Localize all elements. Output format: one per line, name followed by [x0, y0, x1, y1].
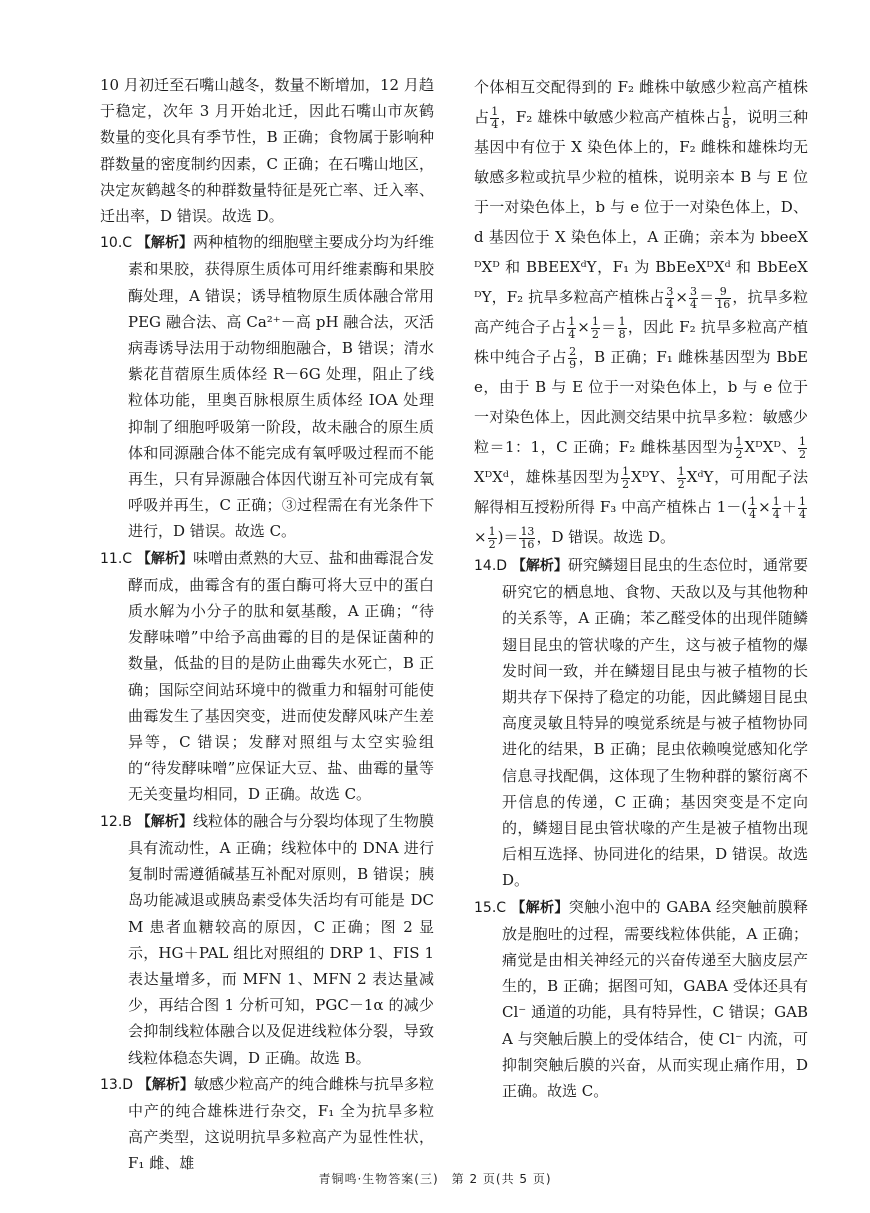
fraction [689, 286, 698, 311]
answer-13-continued [474, 72, 808, 552]
text-run: XᵈY，可用配子法解得相互授粉所得 F₃ 中高产植株占 1－( [474, 468, 808, 516]
text-run: ＋ [781, 498, 797, 516]
numerator: 1 [491, 104, 499, 118]
numerator: 1 [488, 524, 496, 538]
text-run: × [577, 318, 590, 336]
fraction [519, 526, 535, 551]
text-run: ＝ [698, 288, 715, 306]
answer-text: 线粒体的融合与分裂均体现了生物膜具有流动性，A 正确；线粒体中的 DNA 进行复制时需遵循碱基互补配对原则，B 错误；胰岛功能减退或胰岛素受体失活均有可能是 DCM 患者血糖较高的原因，C 正确；图 2 显示，HG＋PAL 组比对照组的 DRP 1、FIS 1 表达量增多，而 MFN 1、MFN 2 表达量减少，再结合图 1 分析可知，PGC－1α 的减少会抑制线粒体融合以及促进线粒体分裂，导致线粒体稳态失调，D 正确。故选 B。 [128, 811, 434, 1067]
denominator: 8 [722, 117, 730, 131]
numerator: 1 [618, 314, 626, 328]
text-run: XᴰXᵈ，雄株基因型为 [474, 468, 621, 486]
answer-number: 14.D [474, 558, 508, 574]
numerator: 9 [715, 286, 731, 299]
answer-text: 研究鳞翅目昆虫的生态位时，通常要研究它的栖息地、食物、天敌以及与其他物种的关系等，A 正确；苯乙醛受体的出现伴随鳞翅目昆虫的管状喙的产生，这与被子植物的爆发时间一致，并在鳞翅目昆虫与被子植物的长期共存下保持了稳定的功能，因此鳞翅目昆虫高度灵敏且特异的嗅觉系统是与被子植物协同进化的结果，B 正确；昆虫依赖嗅觉感知化学信息寻找配偶，这体现了生物种群的繁衍离不开信息的传递，C 正确；基因突变是不定向的，鳞翅目昆虫管状喙的产生是被子植物出现后相互选择、协同进化的结果，D 错误。故选 D。 [502, 556, 808, 890]
text-run: XᴰY、 [631, 468, 676, 486]
answer-number: 12.B [100, 813, 132, 830]
denominator: 2 [488, 537, 496, 551]
numerator: 1 [749, 494, 757, 508]
denominator: 4 [772, 507, 780, 521]
denominator: 9 [569, 357, 577, 371]
text-run: ，F₂ 雄株中敏感少粒高产植株占 [500, 108, 721, 126]
answer-text: 两种植物的细胞壁主要成分均为纤维素和果胶，获得原生质体可用纤维素酶和果胶酶处理，A 错误；诱导植物原生质体融合常用 PEG 融合法、高 Ca²⁺－高 pH 融合法，灭活病毒诱导法用于动物细胞融合，B 错误；清水紫花苜蓿原生质体经 R－6G 处理，阻止了线粒体功能，里奥百脉根原生质体经 IOA 处理抑制了细胞呼吸第一阶段，故未融合的原生质体和同源融合体不能完成有氧呼吸过程而不能再生，只有异源融合体因代谢互补可完成有氧呼吸并再生，C 正确；③过程需在有光条件下进行，D 错误。故选 C。 [128, 233, 434, 541]
answer-number: 15.C [474, 899, 507, 916]
answer-number: 13.D [100, 1076, 134, 1093]
answer-text: 味噌由煮熟的大豆、盐和曲霉混合发酵而成，曲霉含有的蛋白酶可将大豆中的蛋白质水解为小分子的肽和氨基酸，A 正确；“待发酵味噌”中给予高曲霉的目的是保证菌种的数量，低盐的目的是防止曲霉失水死亡，B 正确；国际空间站环境中的微重力和辐射可能使曲霉发生了基因突变，进而使发酵风味产生差异等，C 错误；发酵对照组与太空实验组的“待发酵味噌”应保证大豆、盐、曲霉的量等无关变量均相同，D 正确。故选 C。 [128, 548, 434, 804]
text-run: ，说明三种基因中有位于 X 染色体上的，F₂ 雌株和雄株均无敏感多粒或抗旱少粒的植株，说明亲本 B 与 E 位于一对染色体上，b 与 e 位于一对染色体上，D、d 基因位于 X 染色体上，A 正确；亲本为 bbeeXᴰXᴰ 和 BBEEXᵈY，F₁ 为 BbEeXᴰXᵈ 和 BbEeXᴰY，F₂ 抗旱多粒高产植株占 [474, 108, 808, 306]
text-run: ＝ [600, 318, 617, 336]
answer-text: 突触小泡中的 GABA 经突触前膜释放是胞吐的过程，需要线粒体供能，A 正确；痛觉是由相关神经元的兴奋传递至大脑皮层产生的，B 正确；据图可知，GABA 受体还具有 Cl⁻ 通道的功能，具有特异性，C 错误；GABA 与突触后膜上的受体结合，使 Cl⁻ 内流，可抑制突触后膜的兴奋，从而实现止痛作用，D 正确。故选 C。 [502, 897, 808, 1101]
analysis-tag: 【解析】 [511, 558, 568, 574]
fraction [568, 346, 577, 371]
fraction [621, 466, 630, 491]
text-run: × [758, 498, 771, 516]
answer-14 [474, 552, 808, 894]
text-run: ，D 错误。故选 D。 [536, 528, 676, 546]
answer-12 [100, 808, 434, 1071]
fraction [618, 316, 627, 341]
answer-15 [474, 894, 808, 1105]
answer-11 [100, 545, 434, 808]
text-run: ，抗旱多粒高产纯合子占 [474, 288, 808, 336]
denominator: 8 [618, 327, 626, 341]
numerator: 1 [568, 314, 576, 328]
analysis-tag: 【解析】 [136, 235, 194, 252]
analysis-tag: 【解析】 [137, 1076, 194, 1093]
text-run: × [474, 528, 487, 546]
numerator: 1 [677, 464, 685, 478]
fraction [591, 316, 600, 341]
fraction [722, 106, 731, 131]
numerator: 3 [666, 284, 674, 298]
denominator: 4 [568, 327, 576, 341]
text-run: )＝ [497, 528, 519, 546]
numerator: 1 [772, 494, 780, 508]
analysis-tag: 【解析】 [136, 813, 193, 830]
text-run: XᴰXᴰ、 [744, 438, 797, 456]
answer-number: 11.C [100, 550, 133, 567]
fraction [677, 466, 686, 491]
text-run: 个体相互交配得到的 F₂ 雌株中敏感少粒高产植株占 [474, 78, 808, 126]
denominator: 4 [689, 297, 697, 311]
numerator: 1 [722, 104, 730, 118]
denominator: 4 [666, 297, 674, 311]
fraction [567, 316, 576, 341]
fraction [715, 286, 731, 311]
denominator: 2 [622, 477, 630, 491]
right-column [474, 72, 808, 1104]
left-column [100, 72, 434, 1177]
page-footer: 青铜鸣·生物答案(三) 第 2 页(共 5 页) [318, 1172, 552, 1186]
intro-paragraph: 10 月初迁至石嘴山越冬，数量不断增加，12 月趋于稳定，次年 3 月开始北迁，因此石嘴山市灰鹤数量的变化具有季节性，B 正确；食物属于影响种群数量的密度制约因素，C 正确；在石嘴山地区，决定灰鹤越冬的种群数量特征是死亡率、迁入率、迁出率，D 错误。故选 D。 [100, 76, 434, 226]
fraction [798, 436, 807, 461]
denominator: 2 [591, 327, 599, 341]
fraction [772, 496, 781, 521]
answer-number: 10.C [100, 235, 133, 252]
denominator: 2 [735, 447, 743, 461]
numerator: 1 [735, 434, 743, 448]
answer-10 [100, 229, 434, 544]
fraction [798, 496, 807, 521]
text-run: × [675, 288, 688, 306]
answer-13 [100, 1071, 434, 1177]
numerator: 13 [520, 524, 535, 538]
text-run: ，因此 F₂ 抗旱多粒高产植株中纯合子占 [474, 318, 808, 366]
analysis-tag: 【解析】 [511, 899, 569, 916]
denominator: 2 [798, 447, 806, 461]
fraction [665, 286, 674, 311]
numerator: 3 [689, 284, 697, 298]
text-run: ，B 正确；F₁ 雌株基因型为 BbEe，由于 B 与 E 位于一对染色体上，b 与 e 位于一对染色体上，因此测交结果中抗旱多粒：敏感少粒＝1：1，C 正确；F₂ 雌株基因型为 [474, 348, 808, 456]
answer-text: 敏感少粒高产的纯合雌株与抗旱多粒中产的纯合雄株进行杂交，F₁ 全为抗旱多粒高产类型，这说明抗旱多粒高产为显性性状，F₁ 雌、雄 [128, 1074, 434, 1173]
fraction [734, 436, 743, 461]
fraction [488, 526, 497, 551]
numerator: 1 [591, 314, 599, 328]
fraction [490, 106, 499, 131]
numerator: 1 [799, 494, 806, 508]
numerator: 2 [569, 344, 577, 358]
analysis-tag: 【解析】 [136, 550, 194, 567]
numerator: 1 [622, 464, 630, 478]
numerator: 1 [798, 434, 806, 448]
denominator: 2 [677, 477, 685, 491]
denominator: 4 [749, 507, 757, 521]
fraction [748, 496, 757, 521]
denominator: 16 [716, 297, 731, 311]
denominator: 4 [799, 507, 806, 521]
denominator: 16 [520, 537, 535, 551]
denominator: 4 [491, 117, 499, 131]
